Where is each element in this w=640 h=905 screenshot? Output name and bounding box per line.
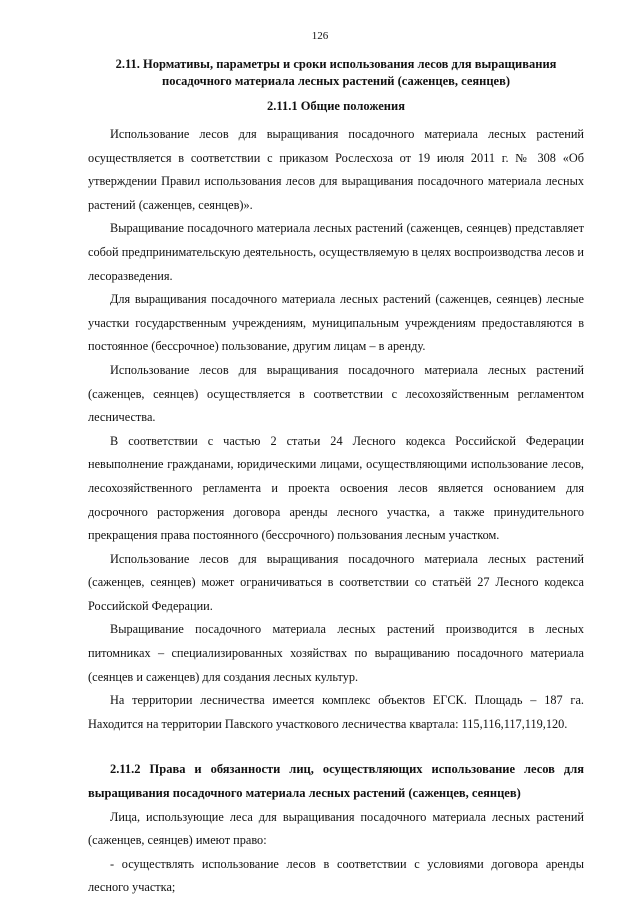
paragraph: Для выращивания посадочного материала лесных растений (саженцев, сеянцев) лесные участки государственным учреждениям, муниципальным учреждениям предоставляются в постоянное (бессрочное) пользование, другим лицам – в аренду. bbox=[88, 292, 584, 354]
paragraph: Выращивание посадочного материала лесных растений производится в лесных питомниках – специализированных хозяйствах по выращиванию посадочного материала (сеянцев и саженцев) для создания лесных культур. bbox=[88, 622, 584, 684]
paragraph: На территории лесничества имеется комплекс объектов ЕГСК. Площадь – 187 га. Находится на территории Павского участкового лесничества квартала: 115,116,117,119,120. bbox=[88, 693, 584, 731]
page-content bbox=[88, 56, 584, 900]
subsection-2-title: 2.11.2 Права и обязанности лиц, осуществляющих использование лесов для выращивания посадочного материала лесных растений (саженцев, сеянцев) bbox=[88, 762, 584, 801]
paragraph: Выращивание посадочного материала лесных растений (саженцев, сеянцев) представляет собой предпринимательскую деятельность, осуществляемую в целях воспроизводства лесов и лесоразведения. bbox=[88, 221, 584, 283]
paragraph: Лица, использующие леса для выращивания посадочного материала лесных растений (саженцев, сеянцев) имеют право: bbox=[88, 809, 584, 848]
subsection-1-title: 2.11.1 Общие положения bbox=[267, 99, 405, 113]
paragraph: Использование лесов для выращивания посадочного материала лесных растений осуществляется в соответствии с приказом Рослесхоза от 19 июля 2011 г. № 308 «Об утверждении Правил использования лесов для выращивания посадочного материала лесных растений (саженцев, сеянцев)». bbox=[88, 127, 584, 212]
section-spacer bbox=[88, 736, 584, 758]
page-number: 126 bbox=[311, 30, 329, 42]
paragraph: В соответствии с частью 2 статьи 24 Лесного кодекса Российской Федерации невыполнение гражданами, юридическими лицами, осуществляющими использование лесов, лесохозяйственного регламента и проекта освоения лесов является основанием для досрочного расторжения договора аренды лесного участка, а также принудительного прекращения права постоянного (бессрочного) пользования лесным участком. bbox=[88, 433, 584, 543]
paragraph: Использование лесов для выращивания посадочного материала лесных растений (саженцев, сеянцев) осуществляется в соответствии с лесохозяйственным регламентом лесничества. bbox=[88, 362, 584, 425]
section-title: 2.11. Нормативы, параметры и сроки использования лесов для выращивания посадочного материала лесных растений (саженцев, сеянцев) bbox=[115, 57, 557, 88]
paragraph: Использование лесов для выращивания посадочного материала лесных растений (саженцев, сеянцев) может ограничиваться в соответствии со статьёй 27 Лесного кодекса Российской Федерации. bbox=[88, 551, 584, 613]
paragraph: - осуществлять использование лесов в соответствии с условиями договора аренды лесного участка; bbox=[88, 856, 584, 895]
